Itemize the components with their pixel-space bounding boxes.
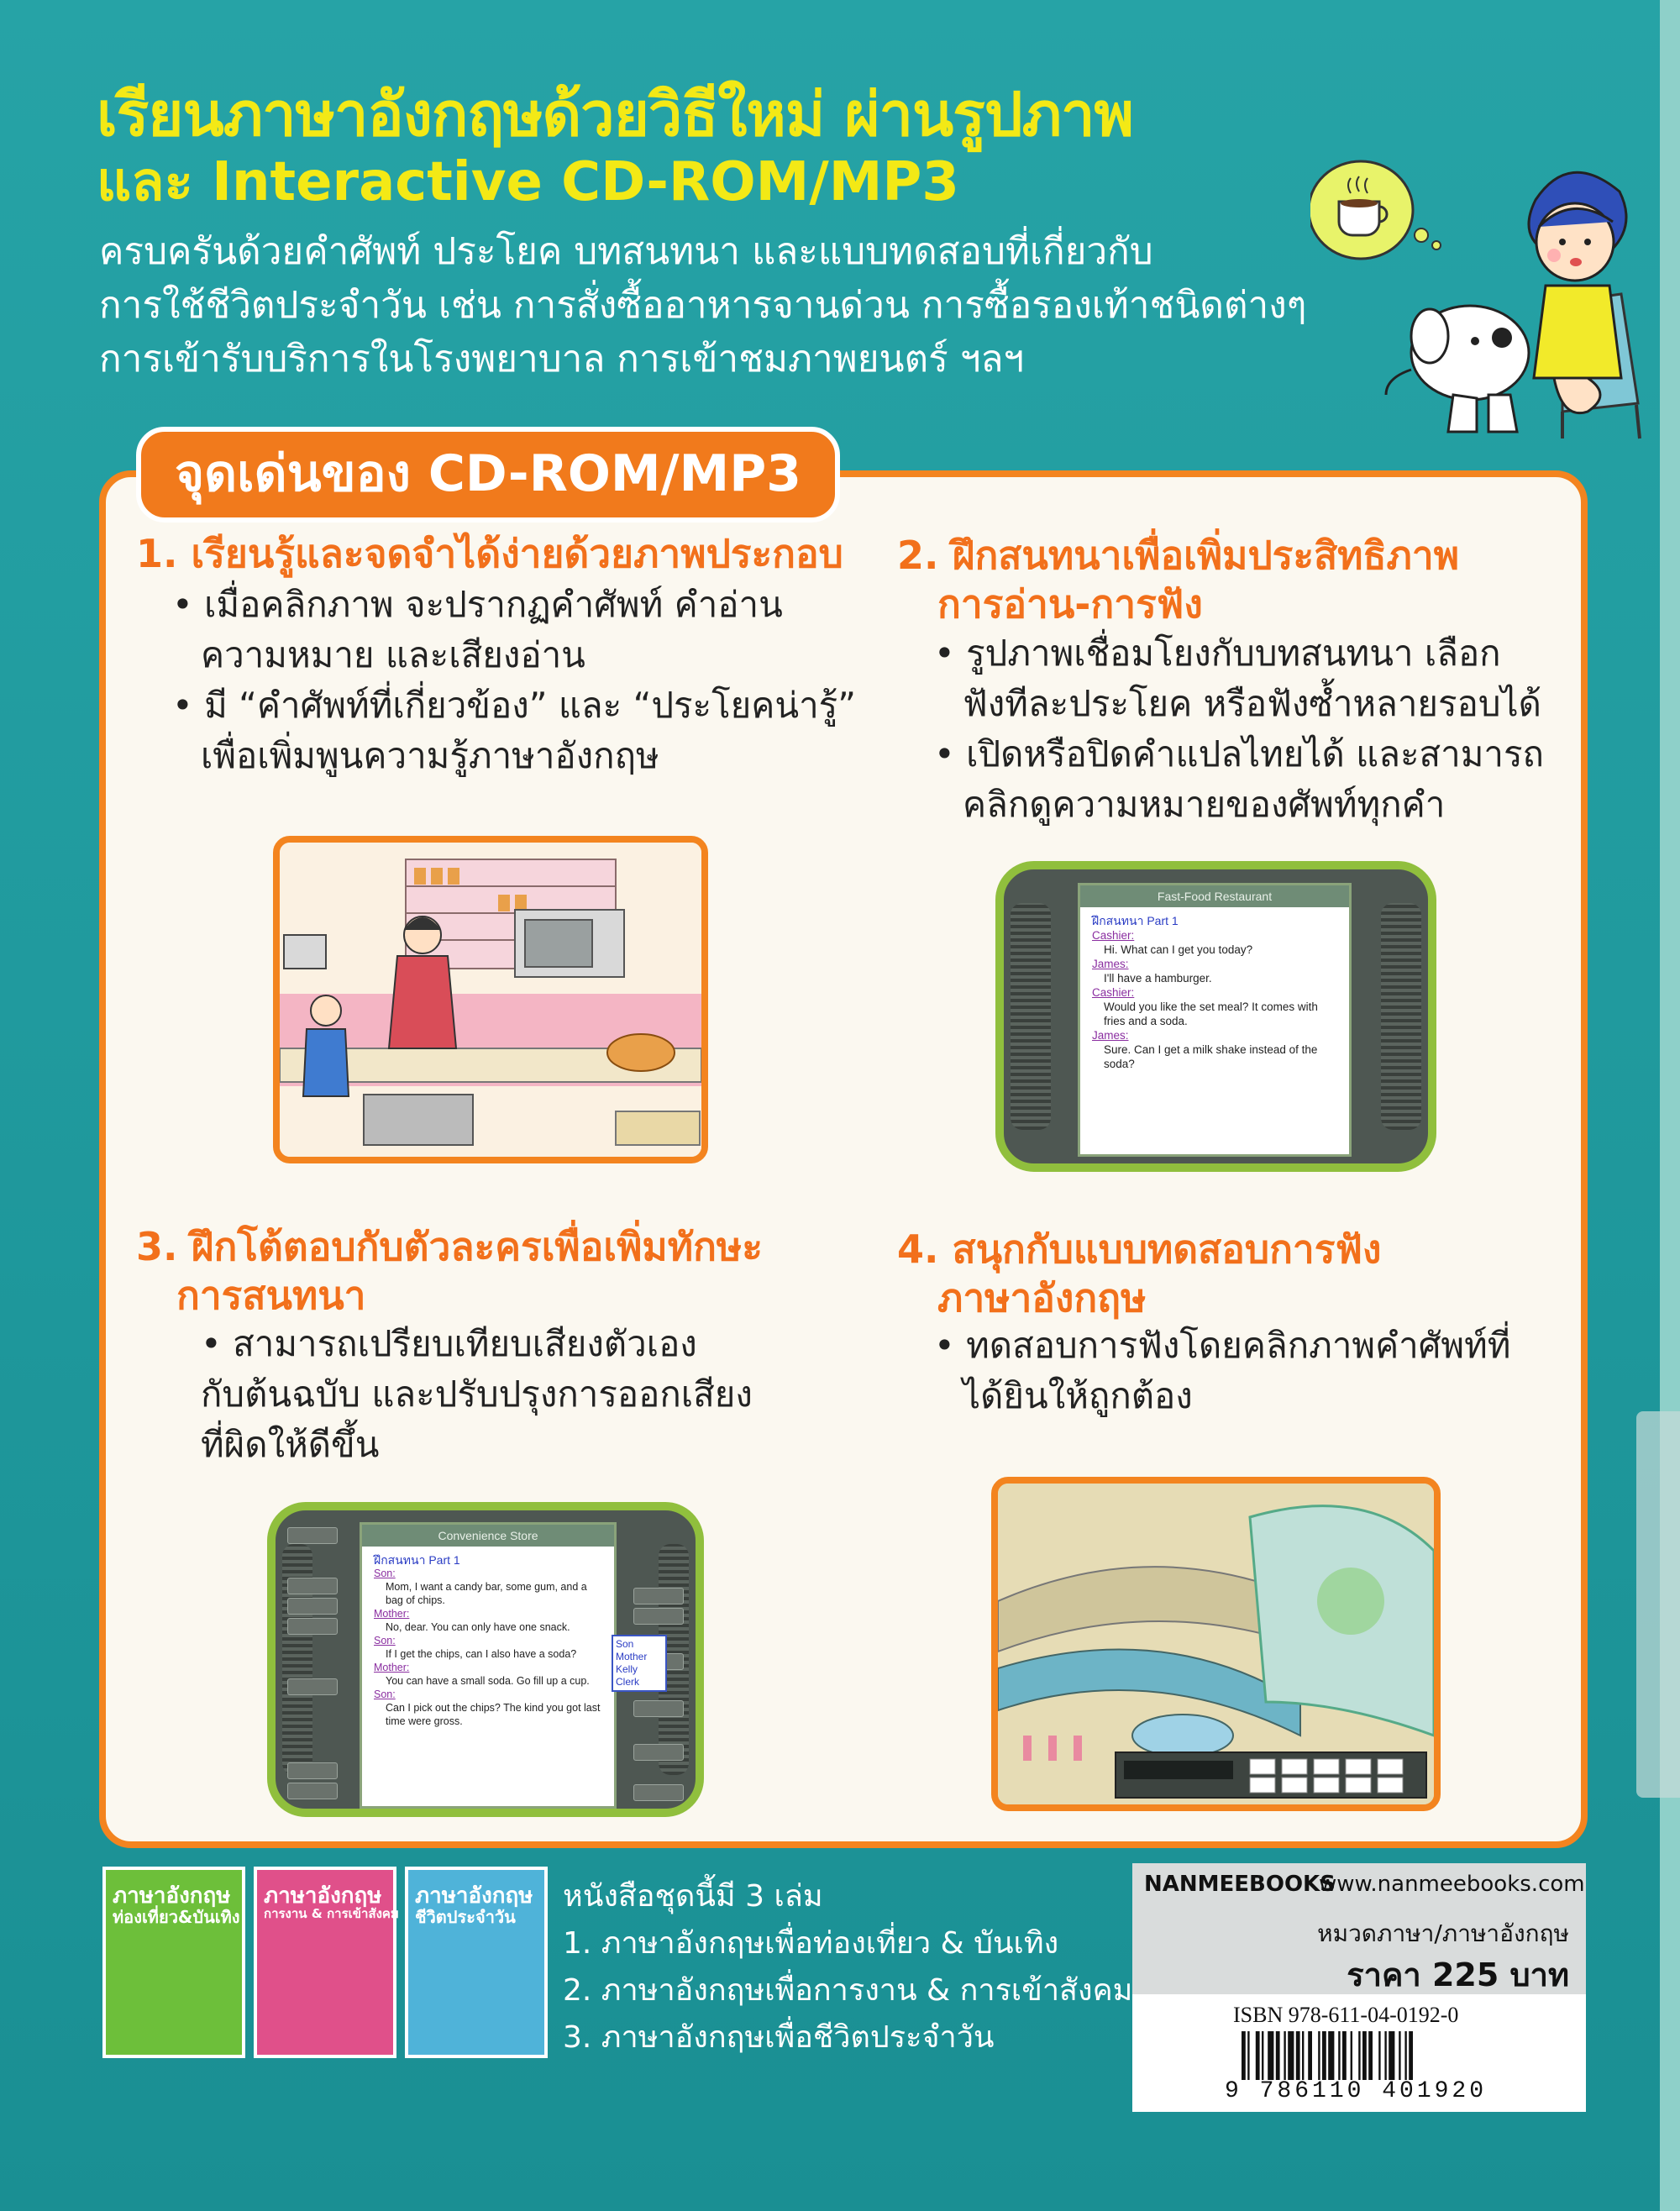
dialogue-line[interactable]: If I get the chips, can I also have a soda? — [386, 1648, 577, 1660]
feature-4-body — [934, 1321, 1510, 1421]
speaker[interactable]: James: — [1092, 958, 1129, 970]
speaker-grill — [1381, 903, 1421, 1130]
role-option[interactable]: Kelly — [616, 1663, 638, 1675]
role-option[interactable]: Clerk — [616, 1676, 640, 1688]
barcode-bar — [1262, 2031, 1263, 2080]
feature-line: กับต้นฉบับ และปรับปรุงการออกเสียง — [201, 1373, 753, 1415]
dialogue-line[interactable]: You can have a small soda. Go fill up a cup. — [386, 1675, 590, 1687]
feature-3-body — [172, 1319, 753, 1470]
screen — [1078, 883, 1352, 1157]
intro-line: ครบครันด้วยคำศัพท์ ประโยค บทสนทนา และแบบทดสอบที่เกี่ยวกับ — [99, 230, 1153, 273]
barcode-bar — [1368, 2031, 1373, 2080]
feature-4-heading — [897, 1225, 1381, 1322]
barcode-bar — [1247, 2031, 1249, 2080]
dialogue-line[interactable]: Mom, I want a candy bar, some gum, and a bag of chips. — [386, 1581, 587, 1606]
barcode-bar — [1276, 2031, 1280, 2080]
price: ราคา 225 บาท — [1347, 1956, 1569, 1993]
feature-line: • สามารถเปรียบเทียบเสียงตัวเอง — [201, 1323, 697, 1364]
barcode-bar — [1342, 2031, 1347, 2080]
barcode-bar — [1404, 2031, 1406, 2080]
feature-line: ได้ยินให้ถูกต้อง — [963, 1375, 1193, 1416]
dialogue — [1092, 914, 1342, 1071]
dialogue-line[interactable]: Would you like the set meal? It comes with fries and a soda. — [1104, 1000, 1318, 1027]
series-cover-3[interactable] — [405, 1867, 548, 2058]
barcode — [1242, 2031, 1544, 2080]
dialogue-screen-convenience — [267, 1502, 704, 1817]
puppy-character — [1386, 306, 1529, 432]
feature-line: เพื่อเพิ่มพูนความรู้ภาษาอังกฤษ — [201, 735, 659, 776]
category: หมวดภาษา/ภาษาอังกฤษ — [1317, 1920, 1569, 1947]
speaker-grill — [1011, 903, 1051, 1130]
cover-title: ภาษาอังกฤษ — [264, 1883, 382, 1909]
spine-strip — [1660, 0, 1680, 2211]
sticker-tab — [1636, 1411, 1680, 1798]
speaker[interactable]: Mother: — [374, 1608, 410, 1620]
feature-heading-line: การสนทนา — [176, 1273, 366, 1318]
store-illustration — [273, 836, 708, 1163]
publisher-block — [1132, 1863, 1586, 2112]
role-option[interactable]: Mother — [616, 1651, 648, 1662]
series-list — [563, 1873, 1132, 2061]
speaker[interactable]: Mother: — [374, 1662, 410, 1673]
intro-line: การใช้ชีวิตประจำวัน เช่น การสั่งซื้ออาหารจานด่วน การซื้อรองเท้าชนิดต่างๆ — [99, 284, 1307, 327]
publisher-bar — [1132, 1863, 1586, 1910]
series-cover-2[interactable] — [254, 1867, 399, 2058]
dialogue-line[interactable]: I'll have a hamburger. — [1104, 972, 1212, 985]
feature-line: • ทดสอบการฟังโดยคลิกภาพคำศัพท์ที่ — [934, 1325, 1511, 1366]
menu-button[interactable] — [633, 1608, 684, 1625]
barcode-bar — [1302, 2031, 1304, 2080]
feature-1-body — [172, 580, 856, 781]
features-badge: จุดเด่นของ CD-ROM/MP3 — [136, 427, 840, 523]
menu-button[interactable] — [633, 1588, 684, 1604]
menu-button[interactable] — [287, 1598, 338, 1615]
role-list[interactable] — [612, 1635, 667, 1692]
cover-subtitle: ชีวิตประจำวัน — [415, 1907, 516, 1927]
intro-line: การเข้ารับบริการในโรงพยาบาล การเข้าชมภาพยนตร์ ฯลฯ — [99, 338, 1025, 381]
barcode-bar — [1256, 2031, 1260, 2080]
screen — [360, 1522, 617, 1809]
feature-line: • เมื่อคลิกภาพ จะปรากฏคำศัพท์ คำอ่าน — [172, 584, 783, 625]
series-item: 3. ภาษาอังกฤษเพื่อชีวิตประจำวัน — [563, 2020, 995, 2055]
cover-title: ภาษาอังกฤษ — [415, 1883, 533, 1909]
barcode-bar — [1338, 2031, 1340, 2080]
category-block — [1132, 1910, 1586, 1994]
menu-button[interactable] — [633, 1744, 684, 1761]
menu-button[interactable] — [287, 1678, 338, 1695]
feature-line: • เปิดหรือปิดคำแปลไทยได้ และสามารถ — [934, 733, 1544, 775]
menu-button[interactable] — [287, 1618, 338, 1635]
barcode-bar — [1284, 2031, 1285, 2080]
feature-1-heading — [136, 529, 843, 578]
menu-button[interactable] — [633, 1784, 684, 1801]
screen-title: Convenience Store — [362, 1525, 614, 1547]
isbn-number: 9 786110 401920 — [1225, 2078, 1488, 2104]
girl-character — [1529, 172, 1626, 412]
publisher-name: NANMEEBOOKS — [1144, 1872, 1336, 1897]
feature-heading-line: การอ่าน-การฟัง — [937, 581, 1203, 627]
intro-text — [99, 225, 1342, 386]
speaker[interactable]: Cashier: — [1092, 986, 1135, 999]
cover-subtitle: และ Interactive CD-ROM/MP3 — [97, 151, 959, 213]
publisher-url[interactable]: www.nanmeebooks.com — [1319, 1872, 1585, 1897]
dialogue — [374, 1553, 607, 1728]
barcode-bar — [1322, 2031, 1326, 2080]
feature-line: ที่ผิดให้ดีขึ้น — [201, 1424, 380, 1465]
speaker[interactable]: Cashier: — [1092, 929, 1135, 942]
feature-line: • รูปภาพเชื่อมโยงกับบทสนทนา เลือก — [934, 633, 1501, 674]
barcode-bar — [1358, 2031, 1360, 2080]
dialogue-line[interactable]: Sure. Can I get a milk shake instead of the soda? — [1104, 1043, 1318, 1070]
menu-button[interactable] — [287, 1762, 338, 1779]
cover-subtitle: ท่องเที่ยว&บันเทิง — [113, 1907, 240, 1927]
barcode-bar — [1399, 2031, 1400, 2080]
dialogue-line[interactable]: Can I pick out the chips? The kind you got last time were gross. — [386, 1702, 601, 1727]
series-cover-1[interactable] — [102, 1867, 245, 2058]
feature-line: ฟังทีละประโยค หรือฟังซ้ำหลายรอบได้ — [963, 683, 1541, 724]
barcode-bar — [1308, 2031, 1312, 2080]
barcode-bar — [1384, 2031, 1386, 2080]
speaker[interactable]: Son: — [374, 1635, 396, 1646]
feature-line: • มี “คำศัพท์ที่เกี่ยวข้อง” และ “ประโยคน่ารู้” — [172, 685, 856, 726]
menu-button[interactable] — [633, 1700, 684, 1717]
barcode-bar — [1288, 2031, 1294, 2080]
feature-heading-line: 3. ฝึกโต้ตอบกับตัวละครเพื่อเพิ่มทักษะ — [136, 1224, 763, 1269]
feature-line: ความหมาย และเสียงอ่าน — [201, 634, 585, 675]
feature-line: คลิกดูความหมายของศัพท์ทุกคำ — [963, 784, 1446, 825]
speaker[interactable]: Son: — [374, 1568, 396, 1579]
feature-3-heading — [136, 1222, 763, 1320]
mascot-illustration — [1310, 143, 1646, 445]
feature-heading-line: 2. ฝึกสนทนาเพื่อเพิ่มประสิทธิภาพ — [897, 533, 1460, 578]
barcode-bar — [1268, 2031, 1273, 2080]
speaker[interactable]: Son: — [374, 1688, 396, 1700]
part-title: ฝึกสนทนา Part 1 — [374, 1553, 460, 1567]
dialogue-line[interactable]: Hi. What can I get you today? — [1104, 943, 1253, 956]
barcode-bar — [1296, 2031, 1300, 2080]
dialogue-line[interactable]: No, dear. You can only have one snack. — [386, 1621, 570, 1633]
isbn-label: ISBN 978-611-04-0192-0 — [1233, 2003, 1459, 2027]
part-title: ฝึกสนทนา Part 1 — [1092, 914, 1179, 927]
barcode-bar — [1242, 2031, 1246, 2080]
series-item: 1. ภาษาอังกฤษเพื่อท่องเที่ยว & บันเทิง — [563, 1926, 1059, 1961]
menu-button[interactable] — [287, 1783, 338, 1799]
feature-heading-line: 1. เรียนรู้และจดจำได้ง่ายด้วยภาพประกอบ — [136, 531, 843, 576]
barcode-bar — [1318, 2031, 1320, 2080]
menu-button[interactable] — [287, 1578, 338, 1594]
isbn-area — [1132, 1994, 1586, 2112]
feature-heading-line: 4. สนุกกับแบบทดสอบการฟัง — [897, 1226, 1382, 1272]
barcode-bar — [1351, 2031, 1352, 2080]
cover-subtitle: การงาน & การเข้าสังคม — [264, 1906, 399, 1921]
barcode-bar — [1409, 2031, 1413, 2080]
series-item: 2. ภาษาอังกฤษเพื่อการงาน & การเข้าสังคม — [563, 1973, 1133, 2008]
feature-2-heading — [897, 531, 1459, 628]
barcode-bar — [1328, 2031, 1334, 2080]
speaker[interactable]: James: — [1092, 1029, 1129, 1042]
listening-quiz-scene — [991, 1477, 1441, 1811]
feature-heading-line: ภาษาอังกฤษ — [937, 1275, 1147, 1321]
series-heading: หนังสือชุดนี้มี 3 เล่ม — [563, 1879, 823, 1914]
menu-button[interactable] — [287, 1527, 338, 1544]
screen-title: Fast-Food Restaurant — [1080, 885, 1349, 907]
barcode-bar — [1362, 2031, 1367, 2080]
cover-title: ภาษาอังกฤษ — [113, 1883, 231, 1909]
barcode-bar — [1378, 2031, 1380, 2080]
dialogue-screen-fastfood — [995, 861, 1436, 1172]
role-option[interactable]: Son — [616, 1638, 634, 1650]
cover-title: เรียนภาษาอังกฤษด้วยวิธีใหม่ ผ่านรูปภาพ — [97, 79, 1133, 150]
barcode-bar — [1389, 2031, 1394, 2080]
feature-2-body — [934, 628, 1544, 830]
